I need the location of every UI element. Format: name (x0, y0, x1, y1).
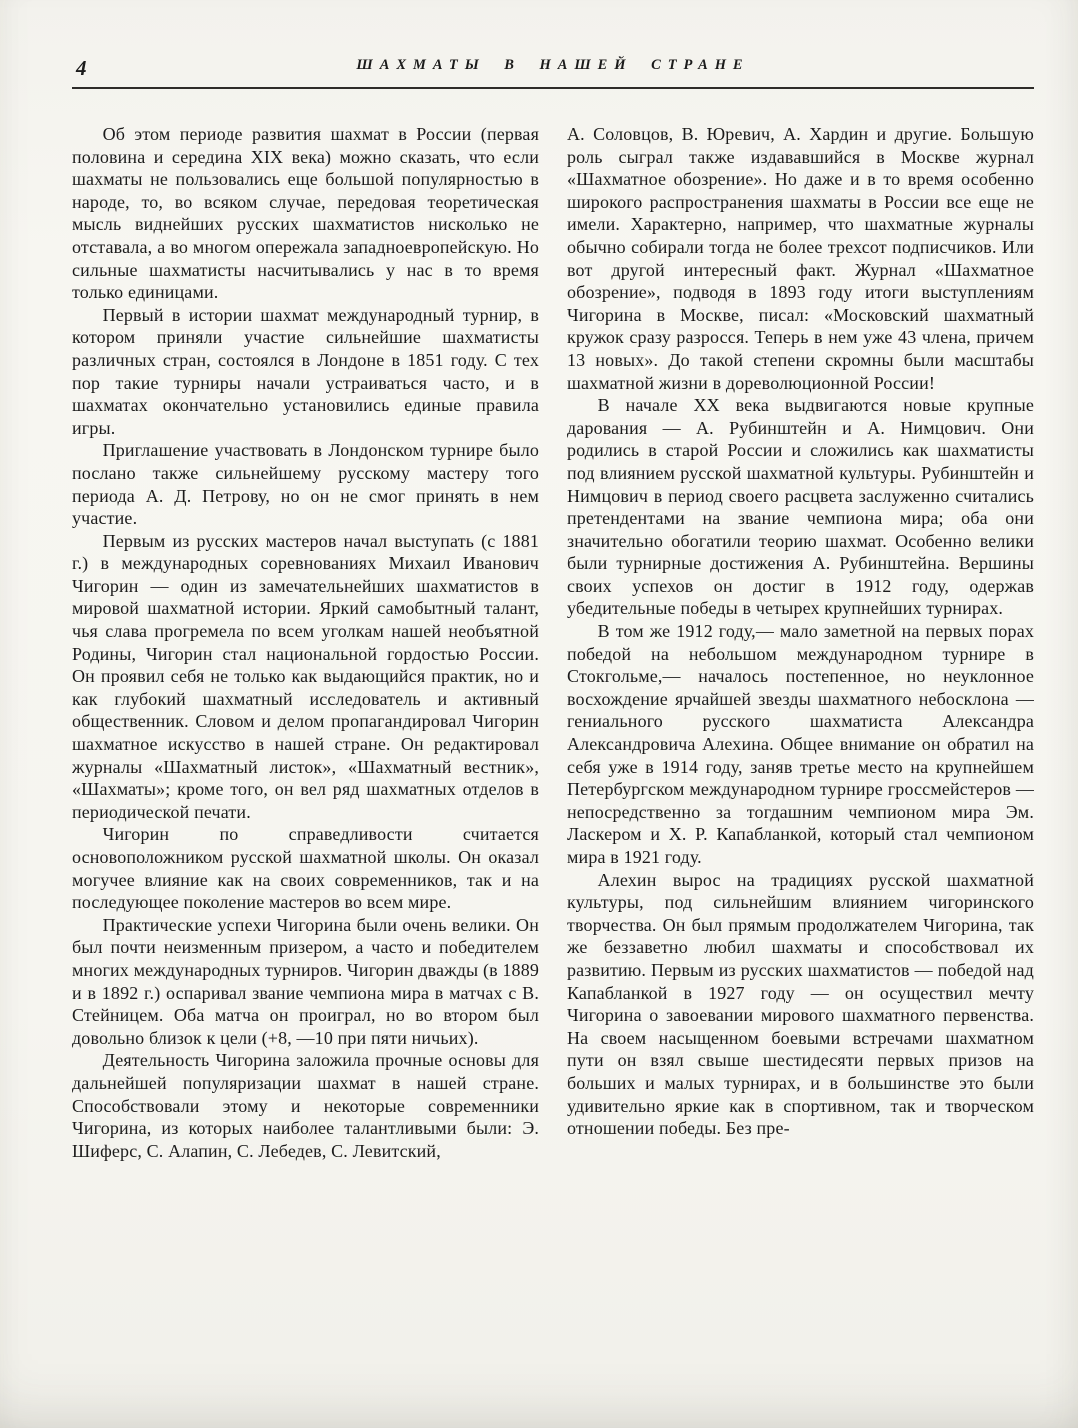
header-rule (72, 87, 1034, 89)
paragraph-right-3: В том же 1912 году,— мало заметной на первых порах победой на небольшом международном турнире в Стокгольме,— началось постепенное, но неуклонное восхождение ярчайшей звезды шахматного небосклона — гениального русского шахматиста Александра Александровича Алехина. Общее внимание он обратил на себя уже в 1914 году, заняв третье место на крупнейшем Петербургском международном турнире гроссмейстеров — непосредственно за тогдашним чемпионом мира Эм. Ласкером и Х. Р. Капабланкой, который стал чемпионом мира в 1921 году. (567, 621, 1034, 867)
left-column (72, 123, 539, 1162)
paragraph-right-1: А. Соловцов, В. Юревич, А. Хардин и другие. Большую роль сыграл также издававшийся в Москве журнал «Шахматное обозрение». Но даже и в то время особенно широкого распространения шахматы в России все еще не имели. Характерно, например, что шахматные журналы обычно собирали тогда не более трехсот подписчиков. Или вот другой интересный факт. Журнал «Шахматное обозрение», подводя в 1893 году итоги выступлениям Чигорина в Москве, писал: «Московский шахматный кружок сразу разросся. Теперь в нем уже 43 члена, причем 13 новых». До такой степени скромны были масштабы шахматной жизни в дореволюционной России! (567, 124, 1034, 393)
page-header (72, 54, 1034, 82)
paragraph-left-1: Об этом периоде развития шахмат в России (первая половина и середина XIX века) можно сказать, что если шахматы не пользовались еще большой популярностью в народе, то, во всяком случае, передовая теоретическая мысль виднейших русских шахматистов нисколько не отставала, а во многом опережала западноевропейскую. Но сильные шахматисты насчитывались у нас в то время только единицами. (72, 124, 539, 303)
paragraph-left-5: Чигорин по справедливости считается основоположником русской шахматной школы. Он оказал могучее влияние как на своих современников, так и на последующее поколение мастеров во всем мире. (72, 824, 539, 913)
paragraph-right-4: Алехин вырос на традициях русской шахматной культуры, под сильнейшим влиянием чигоринского творчества. Он был прямым продолжателем Чигорина, так же беззаветно любил шахматы и способствовал их развитию. Первым из русских шахматистов — победой над Капабланкой в 1927 году — он осуществил мечту Чигорина о завоевании мирового шахматного первенства. На своем насыщенном боевыми встречами шахматном пути он взял свыше шестидесяти первых призов на больших и малых турнирах, и в большинстве это были удивительно яркие как в спортивном, так и творческом отношении победы. Без пре- (567, 869, 1034, 1139)
paragraph-left-7: Деятельность Чигорина заложила прочные основы для дальнейшей популяризации шахмат в нашей стране. Способствовали этому и некоторые современники Чигорина, из которых наиболее талантливыми были: Э. Шиферс, С. Алапин, С. Лебедев, С. Левитский, (72, 1050, 539, 1161)
paragraph-left-6: Практические успехи Чигорина были очень велики. Он был почти неизменным призером, а часто и победителем многих международных турниров. Чигорин дважды (в 1889 и в 1892 г.) оспаривал звание чемпиона мира в матчах с В. Стейницем. Оба матча он проиграл, но во втором был довольно близок к цели (+8, —10 при пяти ничьих). (72, 914, 539, 1048)
paragraph-right-2: В начале XX века выдвигаются новые крупные дарования — А. Рубинштейн и А. Нимцович. Они родились в старой России и сложились как шахматисты под влиянием русской шахматной культуры. Рубинштейн и Нимцович в период своего расцвета заслуженно считались претендентами на звание чемпиона мира; оба они значительно обогатили теорию шахмат. Особенно велики были турнирные достижения А. Рубинштейна. Вершины своих успехов он достиг в 1912 году, одержав убедительные победы в четырех крупнейших турнирах. (567, 395, 1034, 619)
right-column (567, 123, 1034, 1162)
paragraph-left-3: Приглашение участвовать в Лондонском турнире было послано также сильнейшему русскому мастеру того периода А. Д. Петрову, но он не смог принять в нем участие. (72, 440, 539, 529)
page-number: 4 (76, 56, 87, 80)
paragraph-left-2: Первый в истории шахмат международный турнир, в котором приняли участие сильнейшие шахматисты различных стран, состоялся в Лондоне в 1851 году. С тех пор такие турниры начали устраиваться часто, и в шахматах окончательно установились единые правила игры. (72, 304, 539, 438)
running-title: ШАХМАТЫ В НАШЕЙ СТРАНЕ (356, 57, 750, 73)
text-columns (72, 123, 1034, 1162)
paragraph-left-4: Первым из русских мастеров начал выступать (с 1881 г.) в международных соревнованиях Михаил Иванович Чигорин — один из замечательнейших шахматистов в мировой шахматной истории. Яркий самобытный талант, чья слава прогремела по всем уголкам нашей необъятной Родины, Чигорин стал национальной гордостью России. Он проявил себя не только как выдающийся практик, но и как глубокий шахматный исследователь и активный общественник. Словом и делом пропагандировал Чигорин шахматное искусство в нашей стране. Он редактировал журналы «Шахматный листок», «Шахматный вестник», «Шахматы»; кроме того, он вел ряд шахматных отделов в периодической печати. (72, 530, 539, 822)
